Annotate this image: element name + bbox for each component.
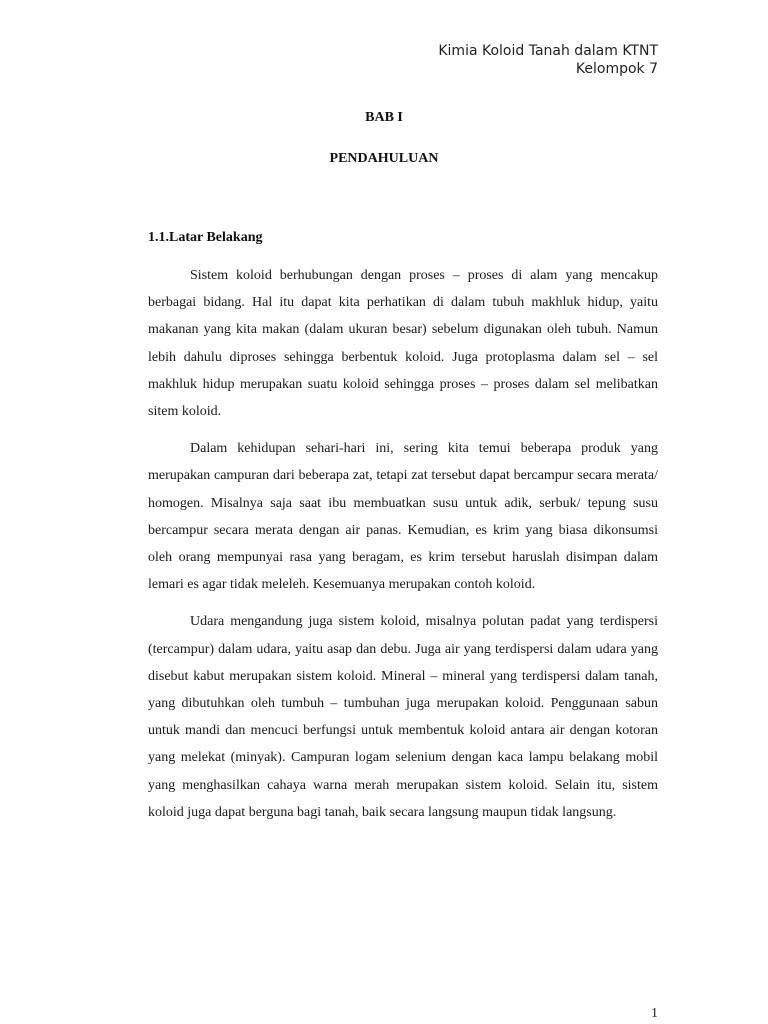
paragraph-3: Udara mengandung juga sistem koloid, misalnya polutan padat yang terdispersi (tercampur) dalam udara, yaitu asap dan debu. Juga air yang terdispersi dalam udara yang disebut kabut merupakan sistem koloid. Mineral – mineral yang terdispersi dalam tanah, yang dibutuhkan oleh tumbuh – tumbuhan juga merupakan koloid. Penggunaan sabun untuk mandi dan mencuci berfungsi untuk membentuk koloid antara air dengan kotoran yang melekat (minyak). Campuran logam selenium dengan kaca lampu belakang mobil yang menghasilkan cahaya warna merah merupakan sistem koloid. Selain itu, sistem koloid juga dapat berguna bagi tanah, baik secara langsung maupun tidak langsung. [148, 614, 658, 820]
paragraph-2: Dalam kehidupan sehari-hari ini, sering kita temui beberapa produk yang merupakan campuran dari beberapa zat, tetapi zat tersebut dapat bercampur secara merata/ homogen. Misalnya saja saat ibu membuatkan susu untuk adik, serbuk/ tepung susu bercampur secara merata dengan air panas. Kemudian, es krim yang biasa dikonsumsi oleh orang mempunyai rasa yang beragam, es krim tersebut haruslah disimpan dalam lemari es agar tidak meleleh. Kesemuanya merupakan contoh koloid. [148, 441, 658, 593]
section-heading: 1.1.Latar Belakang [148, 230, 263, 245]
header-document-title: Kimia Koloid Tanah dalam KTNT [438, 43, 658, 59]
body-text [148, 262, 658, 836]
running-header [438, 42, 658, 78]
paragraph-1: Sistem koloid berhubungan dengan proses – proses di alam yang mencakup berbagai bidang. Hal itu dapat kita perhatikan di dalam tubuh makhluk hidup, yaitu makanan yang kita makan (dalam ukuran besar) sebelum digunakan oleh tubuh. Namun lebih dahulu diproses sehingga berbentuk koloid. Juga protoplasma dalam sel – sel makhluk hidup merupakan suatu koloid sehingga proses – proses dalam sel melibatkan sitem koloid. [148, 268, 658, 420]
chapter-title: PENDAHULUAN [329, 151, 439, 166]
header-group-name: Kelompok 7 [575, 61, 658, 77]
page-number: 1 [651, 1006, 658, 1021]
chapter-number: BAB I [365, 110, 403, 125]
